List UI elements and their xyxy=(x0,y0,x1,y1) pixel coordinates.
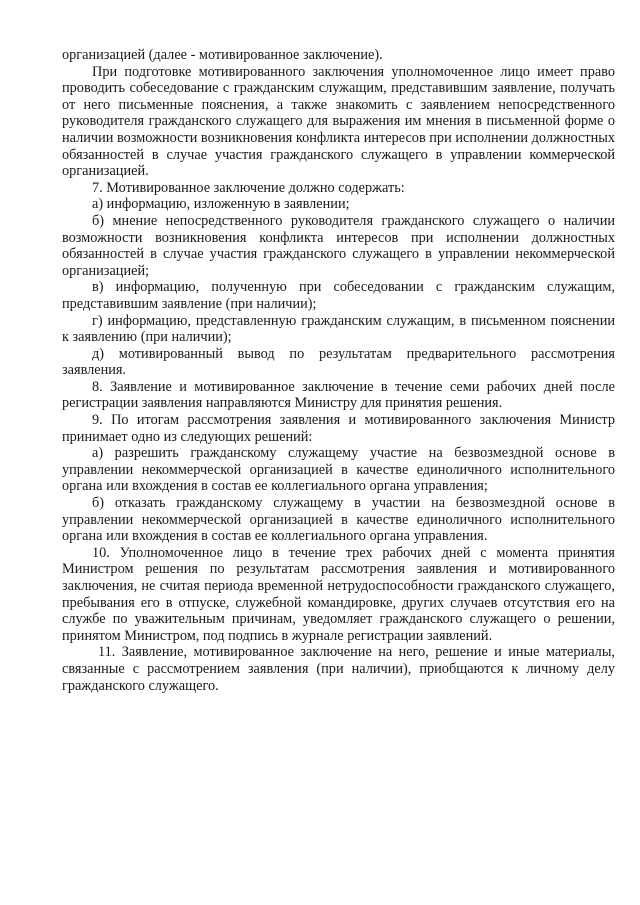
paragraph-item-7a: а) информацию, изложенную в заявлении; xyxy=(92,196,350,213)
paragraph-continuation: организацией (далее - мотивированное заключение). xyxy=(62,47,383,63)
paragraph-item-9a: а) разрешить гражданскому служащему участие на безвозмездной основе в управлении некоммерческой организацией в качестве единоличного исполнительного органа или вхождения в состав ее коллегиального органа управления; xyxy=(62,445,615,495)
paragraph-item-7: 7. Мотивированное заключение должно содержать: xyxy=(92,179,405,196)
paragraph-item-9: 9. По итогам рассмотрения заявления и мотивированного заключения Министр принимает одно из следующих решений: xyxy=(62,412,615,445)
paragraph-item-7v: в) информацию, полученную при собеседовании с гражданским служащим, представившим заявление (при наличии); xyxy=(62,279,615,312)
paragraph-item-8: 8. Заявление и мотивированное заключение в течение семи рабочих дней после регистрации заявления направляются Министру для принятия решения. xyxy=(62,378,615,412)
paragraph-item-7g: г) информацию, представленную гражданским служащим, в письменном пояснении к заявлению (при наличии); xyxy=(62,312,615,346)
paragraph-item-7b: б) мнение непосредственного руководителя гражданского служащего о наличии возможности возникновения конфликта интересов при исполнении должностных обязанностей в случае участия гражданского служащего в управлении некоммерческой организацией; xyxy=(62,212,615,279)
paragraph-item-9b: б) отказать гражданскому служащему в участии на безвозмездной основе в управлении некоммерческой организацией в качестве единоличного исполнительного органа или вхождения в состав ее коллегиального органа управления. xyxy=(62,495,615,545)
paragraph-preparation: При подготовке мотивированного заключения уполномоченное лицо имеет право проводить собеседование с гражданским служащим, представившим заявление, получать от него письменные пояснения, а также знакомить с заявлением непосредственного руководителя гражданского служащего для выражения им мнения в письменной форме о наличии возможности возникновения конфликта интересов при исполнении должностных обязанностей в случае участия гражданского служащего в управлении коммерческой организацией. xyxy=(62,63,615,180)
paragraph-item-7d: д) мотивированный вывод по результатам предварительного рассмотрения заявления. xyxy=(62,345,615,379)
paragraph-item-11: 11. Заявление, мотивированное заключение на него, решение и иные материалы, связанные с рассмотрением заявления (при наличии), приобщаются к личному делу гражданского служащего. xyxy=(62,644,615,694)
paragraph-item-10: 10. Уполномоченное лицо в течение трех рабочих дней с момента принятия Министром решения по результатам рассмотрения заявления и мотивированного заключения, не считая периода временной нетрудоспособности гражданского служащего, пребывания его в отпуске, служебной командировке, других случаев отсутствия его на службе по уважительным причинам, уведомляет гражданского служащего о решении, принятом Министром, под подпись в журнале регистрации заявлений. xyxy=(62,544,615,644)
document-body xyxy=(62,47,615,694)
